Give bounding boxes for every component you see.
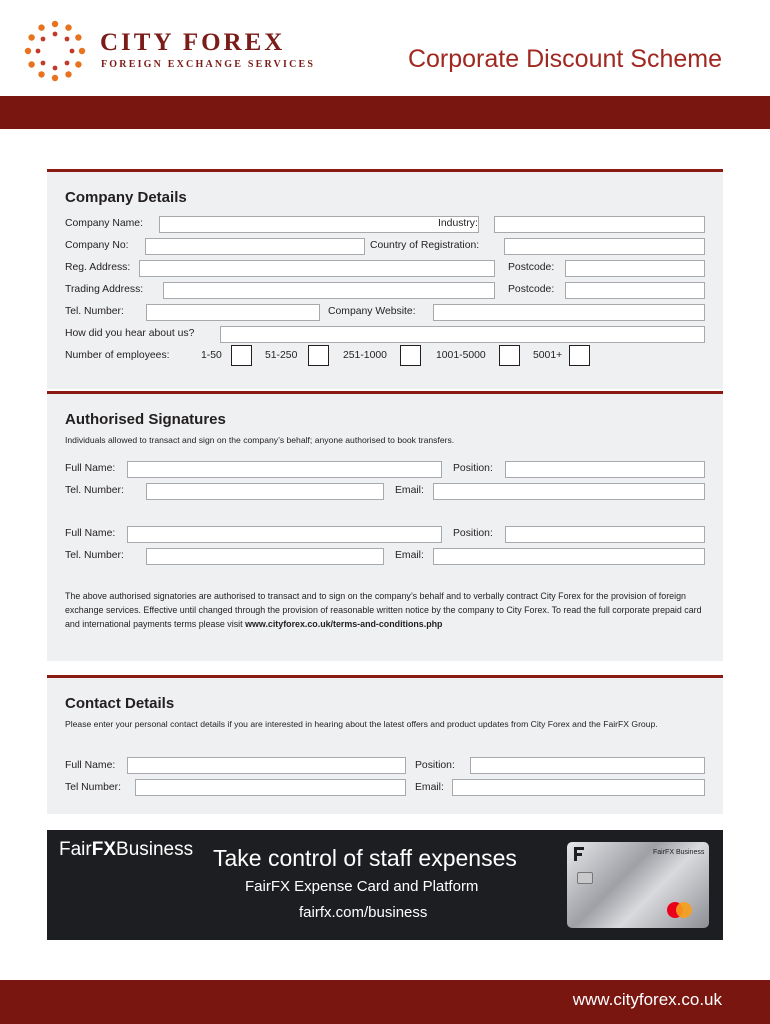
fairfx-business-logo	[59, 839, 193, 861]
email-label: Email:	[415, 782, 444, 793]
postcode-label: Postcode:	[508, 284, 555, 295]
section-title: Authorised Signatures	[65, 411, 226, 428]
ad-subheadline: FairFX Expense Card and Platform	[245, 878, 479, 895]
section-subtitle: Individuals allowed to transact and sign on the company’s behalf; anyone authorised to book transfers.	[65, 435, 455, 445]
country-field[interactable]	[504, 238, 705, 255]
employee-option-label: 1001-5000	[436, 350, 486, 361]
postcode-label: Postcode:	[508, 262, 555, 273]
employees-1001-5000-checkbox[interactable]	[499, 345, 520, 366]
contact-details-section	[47, 675, 723, 814]
section-title: Contact Details	[65, 695, 175, 712]
section-subtitle: Please enter your personal contact details if you are interested in hearing about the latest offers and product updates from City Forex and the FairFX Group.	[65, 719, 658, 729]
employees-51-250-checkbox[interactable]	[308, 345, 329, 366]
company-no-label: Company No:	[65, 240, 129, 251]
section-title: Company Details	[65, 189, 187, 206]
city-forex-logo-icon	[24, 20, 86, 82]
position-label: Position:	[453, 528, 493, 539]
ad-headline: Take control of staff expenses	[213, 845, 517, 871]
brand-tagline: FOREIGN EXCHANGE SERVICES	[101, 59, 316, 70]
brand-fair: Fair	[59, 839, 92, 860]
trading-address-label: Trading Address:	[65, 284, 144, 295]
employees-label: Number of employees:	[65, 350, 170, 361]
postcode-field[interactable]	[565, 260, 705, 277]
employee-option-label: 251-1000	[343, 350, 387, 361]
tel-number-label: Tel Number:	[65, 782, 122, 793]
signatory1-tel-field[interactable]	[146, 483, 384, 500]
ad-url-link[interactable]: fairfx.com/business	[299, 904, 428, 921]
signatory2-email-field[interactable]	[433, 548, 705, 565]
full-name-label: Full Name:	[65, 528, 116, 539]
contact-email-field[interactable]	[452, 779, 705, 796]
trading-address-field[interactable]	[163, 282, 495, 299]
contact-full-name-field[interactable]	[127, 757, 406, 774]
signatory1-email-field[interactable]	[433, 483, 705, 500]
company-no-field[interactable]	[145, 238, 365, 255]
signatory2-full-name-field[interactable]	[127, 526, 442, 543]
full-name-label: Full Name:	[65, 760, 116, 771]
header	[0, 0, 770, 96]
employees-1-50-checkbox[interactable]	[231, 345, 252, 366]
authorisation-note-text: The above authorised signatories are authorised to transact and to sign on the company’s behalf and to verbally contract City Forex for the provision of foreign exchange services. Effective until changed through the provision of reasonable written notice by the company to City Forex. To read the full corporate prepaid card and international payments terms please visit	[65, 591, 702, 629]
tel-number-field[interactable]	[146, 304, 320, 321]
fairfx-f-icon	[574, 847, 584, 861]
full-name-label: Full Name:	[65, 463, 116, 474]
contact-tel-field[interactable]	[135, 779, 406, 796]
tel-number-label: Tel. Number:	[65, 485, 124, 496]
hear-about-field[interactable]	[220, 326, 705, 343]
signatory2-tel-field[interactable]	[146, 548, 384, 565]
employee-option-label: 51-250	[265, 350, 298, 361]
brand-fx: FX	[91, 839, 117, 860]
company-details-section	[47, 169, 723, 389]
mastercard-icon-overlap	[676, 902, 692, 918]
brand-business: Business	[116, 839, 194, 860]
footer	[0, 980, 770, 1024]
industry-label: Industry:	[438, 218, 478, 229]
email-label: Email:	[395, 485, 424, 496]
footer-url-link[interactable]: www.cityforex.co.uk	[572, 990, 722, 1009]
position-label: Position:	[415, 760, 455, 771]
authorised-signatures-section	[47, 391, 723, 661]
company-website-field[interactable]	[433, 304, 705, 321]
trading-postcode-field[interactable]	[565, 282, 705, 299]
company-name-label: Company Name:	[65, 218, 143, 229]
expense-card-image	[567, 842, 709, 928]
card-brand: FairFX Business	[653, 849, 705, 856]
company-name-field[interactable]	[159, 216, 479, 233]
industry-field[interactable]	[494, 216, 705, 233]
tel-number-label: Tel. Number:	[65, 550, 124, 561]
employee-option-label: 5001+	[533, 350, 563, 361]
employees-251-1000-checkbox[interactable]	[400, 345, 421, 366]
employee-option-label: 1-50	[201, 350, 222, 361]
hear-about-label: How did you hear about us?	[65, 328, 195, 339]
reg-address-field[interactable]	[139, 260, 495, 277]
fairfx-ad-banner[interactable]	[47, 830, 723, 940]
signatory2-position-field[interactable]	[505, 526, 705, 543]
brand-name: CITY FOREX	[100, 29, 286, 56]
header-band	[0, 96, 770, 129]
position-label: Position:	[453, 463, 493, 474]
signatory1-position-field[interactable]	[505, 461, 705, 478]
authorisation-note	[65, 589, 705, 631]
contact-position-field[interactable]	[470, 757, 705, 774]
reg-address-label: Reg. Address:	[65, 262, 131, 273]
signatory1-full-name-field[interactable]	[127, 461, 442, 478]
company-website-label: Company Website:	[328, 306, 416, 317]
document-title: Corporate Discount Scheme	[407, 45, 722, 73]
email-label: Email:	[395, 550, 424, 561]
tel-number-label: Tel. Number:	[65, 306, 124, 317]
country-label: Country of Registration:	[370, 240, 480, 251]
chip-icon	[577, 872, 593, 884]
terms-link[interactable]: www.cityforex.co.uk/terms-and-conditions.php	[245, 619, 443, 629]
employees-5001-plus-checkbox[interactable]	[569, 345, 590, 366]
